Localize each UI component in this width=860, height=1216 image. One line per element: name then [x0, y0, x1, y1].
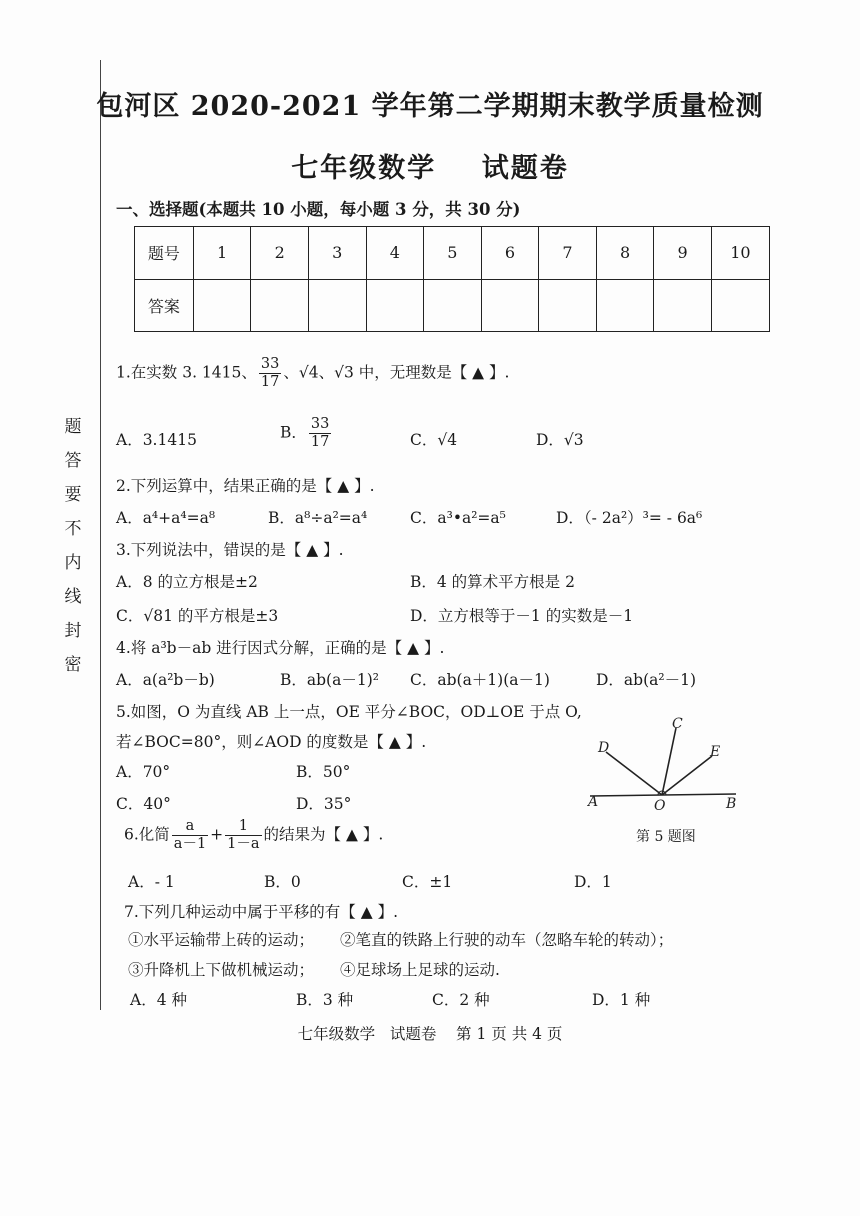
option-prefix: B． [280, 423, 307, 442]
answer-cell[interactable] [308, 279, 366, 332]
denominator: 1－a [227, 836, 260, 852]
question-1-stem [116, 356, 509, 391]
numerator: a [172, 818, 208, 836]
fraction [225, 818, 261, 853]
question-number: 1 [193, 227, 251, 280]
q7-item-3: ③升降机上下做机械运动； [128, 961, 315, 979]
q2-option-b: B．a⁸÷a²=a⁴ [268, 509, 368, 527]
label-o: O [654, 798, 666, 814]
q1-text-a: 1.在实数 3. 1415、 [116, 363, 257, 382]
question-4-stem: 4.将 a³b－ab 进行因式分解，正确的是【 ▲ 】. [116, 639, 445, 657]
seal-line-text [60, 410, 86, 682]
question-5-stem-line2: 若∠BOC=80°，则∠AOD 的度数是【 ▲ 】. [116, 733, 427, 751]
q4-option-b: B．ab(a－1)² [280, 671, 379, 689]
q3-option-a: A．8 的立方根是±2 [116, 573, 258, 591]
question-5-stem-line1: 5.如图，O 为直线 AB 上一点，OE 平分∠BOC，OD⊥OE 于点 O, [116, 703, 582, 721]
q5-option-c: C．40° [116, 795, 171, 813]
q5-geometry-figure [586, 714, 746, 824]
q7-option-d: D．1 种 [592, 991, 651, 1009]
q3-option-c: C．√81 的平方根是±3 [116, 607, 279, 625]
question-number: 2 [251, 227, 309, 280]
q7-item-1: ①水平运输带上砖的运动； [128, 931, 315, 949]
question-number: 10 [711, 227, 769, 280]
exam-title: 包河区 2020-2021 学年第二学期期末教学质量检测 [96, 91, 764, 122]
answer-cell[interactable] [711, 279, 769, 332]
q6-text-a: 6.化简 [124, 825, 170, 844]
q6-option-d: D．1 [574, 873, 612, 891]
question-number: 3 [308, 227, 366, 280]
q1-option-c: C．√4 [410, 431, 458, 449]
q7-item-4: ④足球场上足球的运动. [340, 961, 500, 979]
seal-char: 题 [64, 417, 82, 437]
q2-option-d: D．（- 2a²）³= - 6a⁶ [556, 509, 703, 527]
binding-margin-line [100, 60, 101, 1010]
question-number: 7 [539, 227, 597, 280]
answer-cell[interactable] [654, 279, 712, 332]
question-number: 9 [654, 227, 712, 280]
page-footer: 七年级数学 试题卷 第 1 页 共 4 页 [297, 1025, 563, 1043]
q1-option-a: A．3.1415 [116, 431, 197, 449]
q2-option-c: C．a³•a²=a⁵ [410, 509, 506, 527]
section-heading: 一、选择题(本题共 10 小题，每小题 3 分，共 30 分) [116, 200, 521, 219]
q6-option-c: C．±1 [402, 873, 453, 891]
fraction [172, 818, 208, 853]
question-number: 6 [481, 227, 539, 280]
q1-text-b: 、√4、√3 中，无理数是【 ▲ 】. [283, 363, 510, 382]
denominator: 17 [260, 374, 280, 390]
question-number: 4 [366, 227, 424, 280]
q6-text-b: 的结果为【 ▲ 】. [263, 825, 384, 844]
plus-sign: + [210, 825, 224, 844]
q7-option-b: B．3 种 [296, 991, 354, 1009]
label-c: C [672, 716, 683, 732]
answer-row [135, 279, 770, 332]
numerator: 33 [260, 356, 280, 372]
denominator: 17 [310, 434, 330, 450]
ray-od [606, 752, 662, 795]
answer-cell[interactable] [539, 279, 597, 332]
q4-option-c: C．ab(a＋1)(a－1) [410, 671, 550, 689]
q1-option-d: D．√3 [536, 431, 584, 449]
answer-cell[interactable] [424, 279, 482, 332]
answer-cell[interactable] [481, 279, 539, 332]
exam-subtitle: 七年级数学 试题卷 [291, 153, 569, 184]
numerator: 33 [310, 416, 330, 432]
label-e: E [710, 744, 721, 760]
q5-option-a: A．70° [116, 763, 171, 781]
seal-char: 内 [64, 553, 82, 573]
q2-option-a: A．a⁴+a⁴=a⁸ [116, 509, 216, 527]
fraction [259, 356, 281, 391]
figure-caption: 第 5 题图 [636, 829, 696, 845]
q6-option-b: B．0 [264, 873, 301, 891]
seal-char: 密 [64, 655, 82, 675]
question-6-stem [124, 818, 383, 853]
seal-char: 要 [64, 485, 82, 505]
q7-option-c: C．2 种 [432, 991, 490, 1009]
seal-char: 封 [64, 621, 82, 641]
numerator: 1 [225, 818, 261, 836]
answer-cell[interactable] [366, 279, 424, 332]
row-label: 答案 [135, 279, 194, 332]
question-number: 5 [424, 227, 482, 280]
question-2-stem: 2.下列运算中，结果正确的是【 ▲ 】. [116, 477, 375, 495]
answer-cell[interactable] [193, 279, 251, 332]
q1-option-b [280, 416, 333, 451]
question-number: 8 [596, 227, 654, 280]
seal-char: 答 [64, 451, 82, 471]
row-label: 题号 [135, 227, 194, 280]
q3-option-d: D．立方根等于－1 的实数是－1 [410, 607, 634, 625]
q7-item-2: ②笔直的铁路上行驶的动车（忽略车轮的转动）； [340, 931, 674, 949]
q5-option-b: B．50° [296, 763, 351, 781]
seal-char: 不 [64, 519, 82, 539]
question-7-stem: 7.下列几种运动中属于平移的有【 ▲ 】. [124, 903, 398, 921]
question-3-stem: 3.下列说法中，错误的是【 ▲ 】. [116, 541, 344, 559]
question-number-row [135, 227, 770, 280]
label-a: A [588, 794, 599, 810]
answer-cell[interactable] [251, 279, 309, 332]
label-d: D [598, 740, 610, 756]
fraction [309, 416, 331, 451]
q5-option-d: D．35° [296, 795, 352, 813]
denominator: a－1 [173, 836, 207, 852]
answer-cell[interactable] [596, 279, 654, 332]
seal-char: 线 [64, 587, 82, 607]
q6-option-a: A．- 1 [128, 873, 175, 891]
label-b: B [726, 796, 737, 812]
q4-option-d: D．ab(a²－1) [596, 671, 697, 689]
q3-option-b: B．4 的算术平方根是 2 [410, 573, 575, 591]
q4-option-a: A．a(a²b－b) [116, 671, 215, 689]
q7-option-a: A．4 种 [130, 991, 187, 1009]
answer-table [134, 226, 770, 332]
